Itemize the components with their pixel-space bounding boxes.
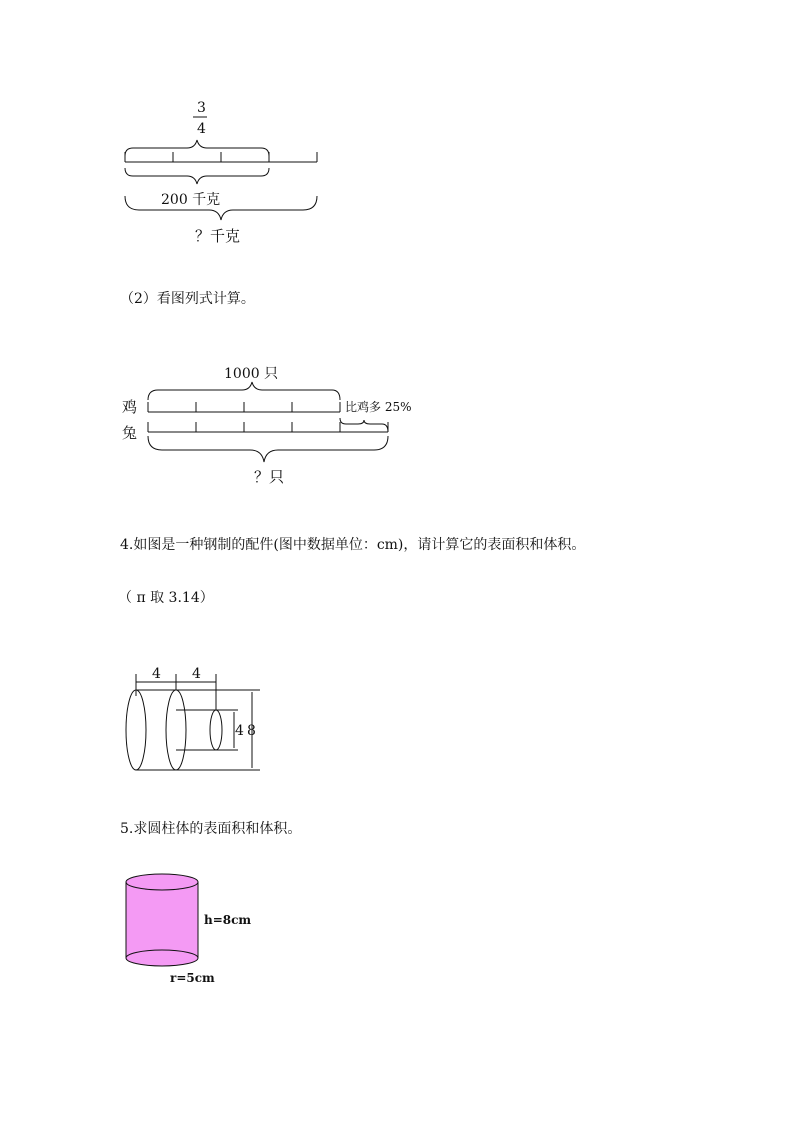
question-5-text: 5.求圆柱体的表面积和体积。 <box>120 821 302 837</box>
cylinder-bottom <box>126 950 198 966</box>
label-200kg: 200 千克 <box>161 192 221 208</box>
dim-top-1: 4 <box>152 666 161 682</box>
fraction-numerator: 3 <box>197 100 206 116</box>
cylinder-figure <box>118 868 258 988</box>
row-label-rabbit: 兔 <box>122 424 138 442</box>
height-label: h=8cm <box>204 913 252 927</box>
label-more-25: 比鸡多 25% <box>345 400 412 414</box>
cylinder-body <box>126 882 198 958</box>
chicken-rabbit-diagram <box>118 358 438 493</box>
pi-note: （ π 取 3.14） <box>118 590 214 606</box>
dim-right-small: 4 <box>235 723 244 739</box>
cylinder-top <box>126 874 198 890</box>
question-2-text: （2）看图列式计算。 <box>120 291 255 307</box>
label-unknown-count: ？只 <box>254 468 285 486</box>
dim-right-large: 8 <box>247 723 256 739</box>
label-unknown-kg: ？千克 <box>195 227 241 245</box>
row-label-chicken: 鸡 <box>122 398 138 416</box>
steel-part-figure <box>120 660 270 776</box>
fraction-diagram <box>115 92 335 252</box>
label-1000: 1000 只 <box>224 366 279 382</box>
question-4-text: 4.如图是一种钢制的配件(图中数据单位：cm)，请计算它的表面积和体积。 <box>120 537 586 553</box>
dim-top-2: 4 <box>192 666 201 682</box>
radius-label: r=5cm <box>170 971 215 985</box>
fraction-denominator: 4 <box>197 121 206 137</box>
